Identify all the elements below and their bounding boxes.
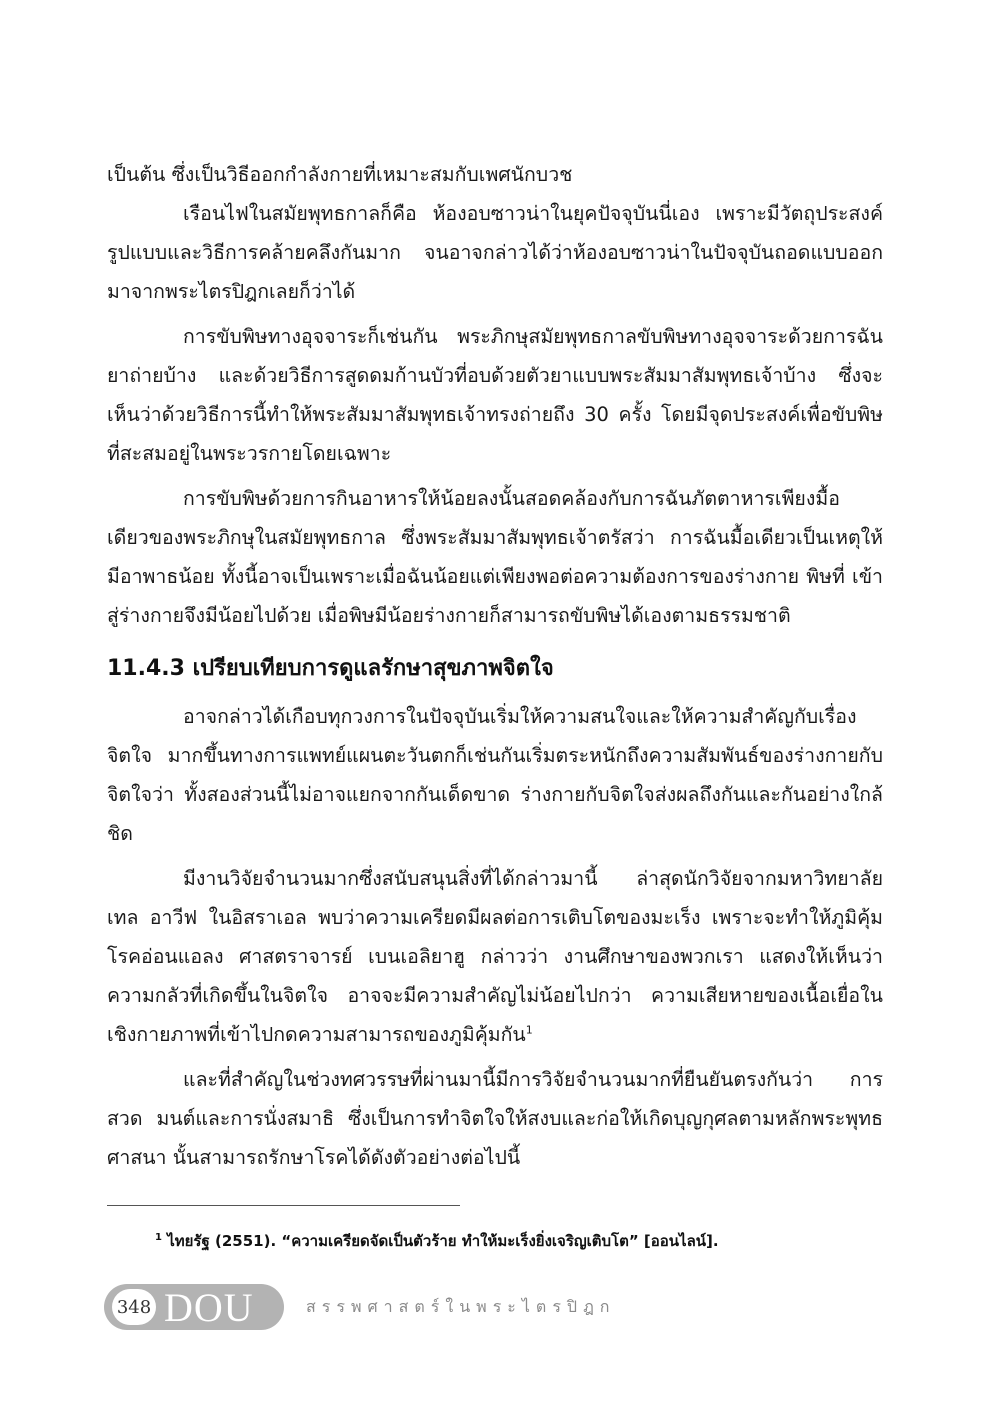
- brand-logo: DOU: [164, 1284, 254, 1330]
- paragraph: เป็นต้น ซึ่งเป็นวิธีออกกำลังกายที่เหมาะสมกับเพศนักบวช: [107, 163, 573, 186]
- page-number: 348: [112, 1289, 156, 1325]
- book-title: สรรพศาสตร์ในพระไตรปิฎก: [306, 1296, 616, 1316]
- main-content: [107, 155, 883, 1177]
- paragraph: อาจกล่าวได้เกือบทุกวงการในปัจจุบันเริ่มให้ความสนใจและให้ความสำคัญกับเรื่องจิตใจ มากขึ้นทางการแพทย์แผนตะวันตกก็เช่นกันเริ่มตระหนักถึงความสัมพันธ์ของร่างกายกับจิตใจว่า ทั้งสองส่วนนี้ไม่อาจแยกจากกันเด็ดขาด ร่างกายกับจิตใจส่งผลถึงกันและกันอย่างใกล้ชิด: [107, 705, 883, 845]
- footnote: [155, 1228, 895, 1254]
- footnote-reference[interactable]: 1: [525, 1023, 533, 1037]
- paragraph-text: มีงานวิจัยจำนวนมากซึ่งสนับสนุนสิ่งที่ได้กล่าวมานี้ ล่าสุดนักวิจัยจากมหาวิทยาลัย เทล อาวีฟ ในอิสราเอล พบว่าความเครียดมีผลต่อการเติบโตของมะเร็ง เพราะจะทำให้ภูมิคุ้ม โรคอ่อนแอลง ศาสตราจารย์ เบนเอลิยาฮู กล่าวว่า งานศึกษาของพวกเรา แสดงให้เห็นว่า ความกลัวที่เกิดขึ้นในจิตใจ อาจจะมีความสำคัญไม่น้อยไปกว่า ความเสียหายของเนื้อเยื่อใน เชิงกายภาพที่เข้าไปกดความสามารถของภูมิคุ้มกัน: [107, 867, 883, 1046]
- paragraph: และที่สำคัญในช่วงทศวรรษที่ผ่านมานี้มีการวิจัยจำนวนมากที่ยืนยันตรงกันว่า การสวด มนต์และการนั่งสมาธิ ซึ่งเป็นการทำจิตใจให้สงบและก่อให้เกิดบุญกุศลตามหลักพระพุทธศาสนา นั้นสามารถรักษาโรคได้ดังตัวอย่างต่อไปนี้: [107, 1068, 883, 1169]
- footnote-marker: 1: [155, 1232, 162, 1243]
- paragraph: การขับพิษด้วยการกินอาหารให้น้อยลงนั้นสอดคล้องกับการฉันภัตตาหารเพียงมื้อ เดียวของพระภิกษุในสมัยพุทธกาล ซึ่งพระสัมมาสัมพุทธเจ้าตรัสว่า การฉันมื้อเดียวเป็นเหตุให้ มีอาพาธน้อย ทั้งนี้อาจเป็นเพราะเมื่อฉันน้อยแต่เพียงพอต่อความต้องการของร่างกาย พิษที่ เข้าสู่ร่างกายจึงมีน้อยไปด้วย เมื่อพิษมีน้อยร่างกายก็สามารถขับพิษได้เองตามธรรมชาติ: [107, 487, 883, 627]
- paragraph: [107, 859, 883, 1054]
- footnote-text: ไทยรัฐ (2551). “ความเครียดจัดเป็นตัวร้าย ทำให้มะเร็งยิ่งเจริญเติบโต” [ออนไลน์].: [167, 1232, 719, 1250]
- paragraph: เรือนไฟในสมัยพุทธกาลก็คือ ห้องอบซาวน่าในยุคปัจจุบันนี่เอง เพราะมีวัตถุประสงค์ รูปแบบและวิธีการคล้ายคลึงกันมาก จนอาจกล่าวได้ว่าห้องอบซาวน่าในปัจจุบันถอดแบบออก มาจากพระไตรปิฎกเลยก็ว่าได้: [107, 202, 883, 303]
- page-footer: [104, 1282, 616, 1332]
- section-heading: 11.4.3 เปรียบเทียบการดูแลรักษาสุขภาพจิตใจ: [107, 656, 554, 681]
- footnote-divider: [107, 1205, 460, 1206]
- paragraph: การขับพิษทางอุจจาระก็เช่นกัน พระภิกษุสมัยพุทธกาลขับพิษทางอุจจาระด้วยการฉัน ยาถ่ายบ้าง และด้วยวิธีการสูดดมก้านบัวที่อบด้วยตัวยาแบบพระสัมมาสัมพุทธเจ้าบ้าง ซึ่งจะ เห็นว่าด้วยวิธีการนี้ทำให้พระสัมมาสัมพุทธเจ้าทรงถ่ายถึง 30 ครั้ง โดยมีจุดประสงค์เพื่อขับพิษ ที่สะสมอยู่ในพระวรกายโดยเฉพาะ: [107, 325, 883, 465]
- footer-badge: [104, 1284, 284, 1330]
